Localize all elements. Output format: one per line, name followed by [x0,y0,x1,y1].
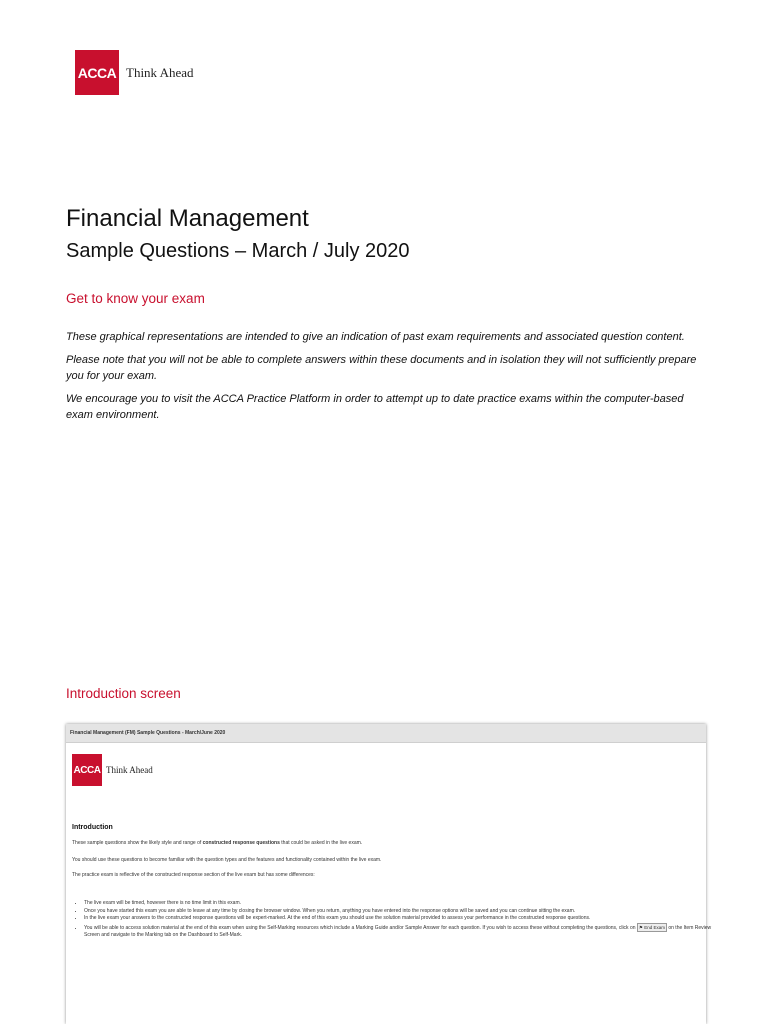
screenshot-heading: Introduction [72,824,113,831]
list-item: • Once you have started this exam you are able to leave at any time by closing the browser window. When you return, anything you have entered into the response options will be saved and you can continue sitting the exam. [84,908,714,916]
list-item: • The live exam will be timed, however there is no time limit in this exam. [84,900,714,908]
section-heading-know-your-exam: Get to know your exam [66,291,205,306]
screenshot-paragraph [72,840,362,846]
screenshot-acca-logo [72,754,153,786]
screenshot-paragraph: You should use these questions to become familiar with the question types and the features and functionality contained within the live exam. [72,857,382,863]
intro-paragraph: We encourage you to visit the ACCA Practice Platform in order to attempt up to date practice exams within the computer-based exam environment. [66,393,684,421]
end-exam-button [637,923,667,933]
list-item: • In the live exam your answers to the constructed response questions will be expert-marked. At the end of this exam you should use the solution material provided to assess your performance in the constructed response questions. [84,915,714,923]
screenshot-bullet-list [72,900,714,940]
acca-logo-mark: ACCA [75,50,119,95]
screenshot-logo-mark: ACCA [72,754,102,786]
page-subtitle: Sample Questions – March / July 2020 [66,240,410,262]
page-title: Financial Management [66,205,309,232]
end-exam-label: End Exam [644,924,665,930]
list-item [84,923,714,940]
flag-icon: ⚑ [638,924,643,930]
acca-logo-tagline: Think Ahead [126,64,194,80]
screenshot-text: on the Item Review Screen and navigate to the Marking tab on the Dashboard to Self-Mark. [84,924,712,938]
intro-paragraph: These graphical representations are intended to give an indication of past exam requirements and associated question content. [66,331,685,343]
acca-logo [75,50,194,95]
introduction-screenshot [66,724,712,1024]
intro-paragraph: Please note that you will not be able to complete answers within these documents and in isolation they will not sufficiently prepare you for your exam. [66,354,697,382]
screenshot-bold-text: constructed response questions [202,840,280,846]
section-heading-introduction-screen: Introduction screen [66,686,181,701]
intro-paragraphs [66,329,706,430]
screenshot-text: These sample questions show the likely style and range of [72,840,203,846]
screenshot-text: You will be able to access solution material at the end of this exam when using the Self-Marking resources which include a Marking Guide and/or Sample Answer for each question. If you wish to access these without completing the questions, click on [84,924,637,931]
screenshot-paragraph: The practice exam is reflective of the constructed response section of the live exam but has some differences: [72,872,315,878]
screenshot-text: that could be asked in the live exam. [279,840,363,846]
screenshot-logo-tagline: Think Ahead [106,765,153,775]
screenshot-title-bar: Financial Management (FM) Sample Questions - March/June 2020 [66,724,706,743]
